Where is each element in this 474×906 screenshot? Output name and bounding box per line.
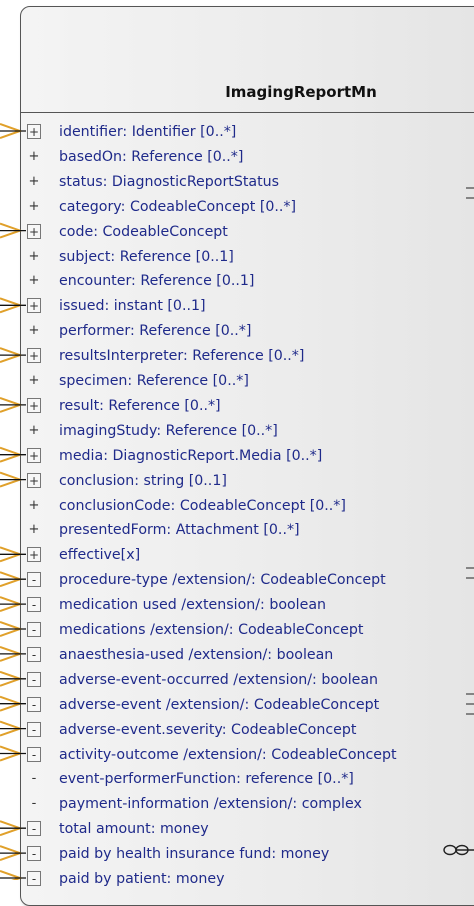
attribute-label: media: DiagnosticReport.Media [0..*] [59,447,323,464]
right-connector-stubs [466,188,474,714]
attribute-label: procedure-type /extension/: CodeableConcept [59,572,386,589]
visibility-marker: - [27,597,41,612]
attribute-label: medications /extension/: CodeableConcept [59,622,364,638]
visibility-marker: + [28,125,40,139]
attribute-label: code: CodeableConcept [59,223,228,240]
visibility-marker: - [27,871,41,886]
attribute-label: effective[x] [59,547,141,564]
attribute-label: event-performerFunction: reference [0..*] [59,771,354,788]
attribute-label: encounter: Reference [0..1] [59,273,255,290]
attribute-label: subject: Reference [0..1] [59,248,234,265]
attribute-label: payment-information /extension/: complex [59,796,362,813]
visibility-marker: - [27,722,41,737]
attribute-label: anaesthesia-used /extension/: boolean [59,646,334,663]
attribute-label: category: CodeableConcept [0..*] [59,198,297,215]
attribute-label: resultsInterpreter: Reference [0..*] [59,348,305,365]
visibility-marker: + [28,173,40,189]
attribute-label: paid by health insurance fund: money [59,846,330,863]
visibility-marker: + [28,198,40,214]
visibility-marker: + [28,522,40,538]
visibility-marker: + [28,548,40,563]
visibility-marker: + [28,248,40,264]
visibility-marker: + [28,373,40,388]
visibility-marker: + [28,349,40,364]
attribute-label: specimen: Reference [0..*] [59,373,249,389]
visibility-marker: - [27,846,41,861]
visibility-marker: - [27,622,41,637]
visibility-marker: - [31,796,37,812]
attribute-label: conclusionCode: CodeableConcept [0..*] [59,497,346,514]
link-chain-icon [444,846,474,855]
visibility-marker: - [27,697,41,712]
attribute-label: issued: instant [0..1] [59,298,206,315]
visibility-marker: - [27,672,41,687]
attribute-label: performer: Reference [0..*] [59,323,252,340]
attribute-label: paid by patient: money [59,871,225,887]
visibility-marker: + [28,224,40,239]
attribute-label: conclusion: string [0..1] [59,472,227,489]
attribute-label: medication used /extension/: boolean [59,597,327,614]
visibility-marker: + [28,299,40,314]
attribute-label: imagingStudy: Reference [0..*] [59,422,278,439]
visibility-marker: + [28,323,40,339]
visibility-marker: - [27,821,41,836]
visibility-marker: + [28,273,40,289]
visibility-marker: - [27,747,41,762]
association-arrow-icon [0,871,20,880]
visibility-marker: + [28,148,40,164]
attribute-label: presentedForm: Attachment [0..*] [59,522,300,539]
attribute-label: status: DiagnosticReportStatus [59,173,280,190]
visibility-marker: + [28,448,40,463]
visibility-marker: + [28,497,40,513]
visibility-marker: - [31,771,37,787]
attribute-label: result: Reference [0..*] [59,397,221,414]
visibility-marker: - [27,647,41,662]
visibility-marker: + [28,422,40,438]
visibility-marker: - [27,572,41,587]
attribute-label: adverse-event-occurred /extension/: boolean [59,671,379,688]
attribute-label: basedOn: Reference [0..*] [59,148,244,165]
attribute-label: activity-outcome /extension/: CodeableConcept [59,746,397,763]
visibility-marker: + [28,398,40,413]
attribute-label: identifier: Identifier [0..*] [59,124,237,140]
attribute-label: total amount: money [59,821,209,838]
attribute-label: adverse-event /extension/: CodeableConcept [59,696,380,713]
visibility-marker: + [28,473,40,488]
class-name: ImagingReportMn [225,83,377,101]
attribute-label: adverse-event.severity: CodeableConcept [59,721,357,738]
